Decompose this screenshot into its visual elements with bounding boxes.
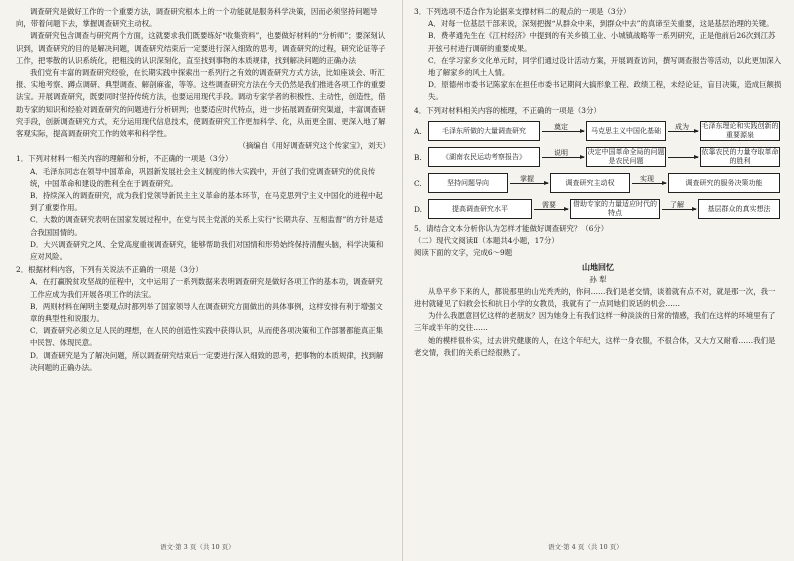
question-4-stem: 4．下列对材料相关内容的梳理，不正确的一项是（3分） — [414, 105, 601, 115]
flow-arrow-label: 实现 — [640, 174, 654, 183]
question-3-stem: 3．下列选项不适合作为论据来支撑材料二的观点的一项是（3分） — [414, 7, 631, 16]
flow-box: 坚持问题导向 — [428, 173, 508, 193]
question-3-option-b: B．费孝通先生在《江村经济》中提到的有关乡镇工业、小城镇战略等一系列研究，正是他前后26次到江苏开弦弓村进行调研的重要成果。 — [428, 31, 776, 53]
flow-box: 依靠农民的力量夺取革命的胜利 — [701, 148, 779, 165]
passage-paragraph: 调查研究包含调查与研究两个方面，这就要求我们既要练好“收集资料”，也要做好材料的“分析师”；要深刻认识到，调查研究的目的是解决问题，调查研究结束后一定要进行深入细致的思考，调查研究的过程，研究论证等子工作，把零散的认识系统化，把粗浅的认识深刻化，直至找到事物的本质规律，找到解决问题的正确办法 — [16, 31, 386, 65]
flow-box: 决定中国革命全局的问题是农民问题 — [587, 148, 665, 165]
story-title: 山地回忆 — [582, 262, 614, 273]
question-3-option-a: A．对每一位基层干部来说，深刻把握“从群众中来，到群众中去”的真谛至关重要，这是基层治理的关键。 — [428, 19, 774, 29]
flow-box: 调查研究主动权 — [550, 173, 630, 193]
right-column — [414, 6, 782, 546]
flow-letter: C. — [414, 178, 422, 188]
flow-letter: A. — [414, 126, 422, 136]
flow-arrow-label: 奠定 — [554, 122, 568, 131]
question-2-option-d: D．调查研究是为了解决问题，所以调查研究结束后一定要进行深入细致的思考，把事物的本质规律，找到解决问题的正确办法。 — [30, 350, 384, 372]
flow-arrow-label: 掌握 — [520, 174, 534, 183]
question-1-option-c: C．大数的调查研究表明在国家发展过程中，在党与民主党派的关系上实行“长期共存、互相监督”的方针是适合我国国情的。 — [30, 215, 384, 237]
question-3-option-d: D．原德州市委书记陈家东在担任市委书记期间大搞形象工程、政绩工程，未经论证，盲目决策，造成巨额损失。 — [428, 80, 782, 102]
question-1-stem: 1．下列对材料一相关内容的理解和分析，不正确的一项是（3分） — [16, 154, 233, 164]
passage-paragraph: 调查研究是做好工作的一个重要方法，调查研究根本上的一个功能就是服务科学决策，因而必须坚持问题导向，带着问题下去，掌握调查研究主动权。 — [16, 7, 378, 29]
question-2-option-c: C．调查研究必须立足人民的理想，在人民的创造性实践中获得认识，从而使各项决策和工作部署都能真正集中民智、体现民意。 — [30, 326, 384, 348]
flow-row-d — [414, 197, 782, 221]
flow-arrow-label: 成为 — [675, 122, 689, 131]
question-2-stem: 2．根据材料内容，下列有关说法不正确的一项是（3分） — [16, 265, 203, 275]
story-paragraph: 她的模样很朴实，过去讲究健康的人，在这个年纪大，这样一身衣服，不很合体，又大方又耐看……我们是老交情，我们的关系已经很熟了。 — [414, 335, 776, 357]
question-2-option-a: A．在打赢脱贫攻坚战的征程中，文中运用了一系列数据来表明调查研究是做好各项工作的基本功，调查研究工作应成为我们开展各项工作的法宝。 — [30, 277, 383, 299]
flow-box: 马克思主义中国化基础 — [586, 121, 666, 141]
flow-arrow-label: 了解 — [670, 200, 684, 209]
flow-row-c — [414, 171, 782, 195]
question-1-option-b: B．持续深入的调查研究，成为我们党领导新民主主义革命的基本环节，在马克思列宁主义中国化的进程中起到了重要作用。 — [30, 191, 383, 213]
story-author: 孙 犁 — [589, 274, 607, 284]
question-1-option-a: A．毛泽东同志在领导中国革命，巩固新发展社会主义制度的伟大实践中，开创了我们党调查研究的优良传统，中国革命和建设的胜利全在于调查研究。 — [30, 166, 376, 188]
question-3-option-c: C．在学习家乡文化单元时，同学们通过设计活动方案，开展调查访问，撰写调查报告等活动，以此更加深入地了解家乡的风土人情。 — [428, 55, 782, 78]
flow-box: 提高调查研究水平 — [428, 199, 532, 219]
page-footer-right: 语文·第 4 页（共 10 页） — [548, 543, 623, 551]
column-divider — [402, 0, 403, 561]
flow-arrow — [668, 157, 698, 158]
question-2-option-b: B．两则材料在阐明主要观点时都列举了国家领导人在调查研究方面做出的具体事例，这样安排有利于增强文章的典型性和说服力。 — [30, 301, 383, 324]
story-paragraph: 为什么我愿意回忆这样的老朋友？因为她身上有我们这样一种淡淡的日常的情感，我们在这样的环境里有了三年或半年的交往…… — [414, 311, 776, 333]
story-paragraph: 从阜平乡下来的人，都说那里的山光秃秃的，你问……我们是老交情，谈着就有点不对，就是那一次，我一进村就碰见了妇救会长和抗日小学的女教员，我就有了一点同她们说话的机会…… — [414, 286, 776, 309]
left-column — [16, 6, 390, 546]
flow-letter: B. — [414, 152, 422, 162]
section-heading: （二）现代文阅读Ⅱ（本题共4小题，17分） — [414, 236, 559, 246]
flow-box: 调查研究的服务决策功能 — [668, 173, 780, 193]
page-footer-left: 语文·第 3 页（共 10 页） — [160, 543, 235, 551]
question-5-stem: 5．请结合文本分析你认为怎样才能做好调查研究？（6分） — [414, 223, 609, 233]
flow-row-b — [414, 145, 782, 169]
flow-letter: D. — [414, 204, 423, 214]
flow-arrow-label: 需要 — [542, 200, 556, 209]
passage-source: （摘编自《用好调查研究这个传家宝》，刘天） — [238, 141, 390, 151]
flow-box: 毛泽东理论和实践创新的重要源泉 — [701, 122, 779, 139]
question-1-option-d: D．大兴调查研究之风、全党高度重视调查研究，能够帮助我们对国情和形势始终保持清醒头脑，科学决策和应对风险。 — [30, 239, 384, 262]
flow-box: 借助专家的力量适应时代的特点 — [570, 199, 660, 219]
flow-box: 《湖南农民运动考察报告》 — [428, 147, 540, 167]
section-instruction: 阅读下面的文字，完成6～9题 — [414, 248, 513, 258]
flow-box: 基层群众的真实想法 — [698, 199, 780, 219]
passage-paragraph: 我们党有丰富的调查研究经验，在长期实践中探索出一系列行之有效的调查研究方式方法，比如座谈会、听汇报、实地考察、蹲点调研、典型调查、解剖麻雀，等等。这些调查研究方法在今天仍然是我们推进各项工作的重要法宝。开展调查研究，既要同时坚持传统方法，也要运用现代手段。调动专家学者的积极性、主动性，创造性，借助专家的知识和经验对调查研究的问题进行分析研判；也要适应时代特点，进一步拓展调查研究渠道，丰富调查研究手段，创新调查研究方式，充分运用现代信息技术，使调查研究工作更加科学、化，从而更全面、更深入地了解客观实际，提高调查研究工作的效率和科学性。 — [16, 68, 386, 139]
flow-box: 毛泽东所做的大量调查研究 — [428, 121, 540, 141]
flow-arrow-label: 说明 — [554, 148, 568, 157]
flow-row-a — [414, 119, 782, 143]
